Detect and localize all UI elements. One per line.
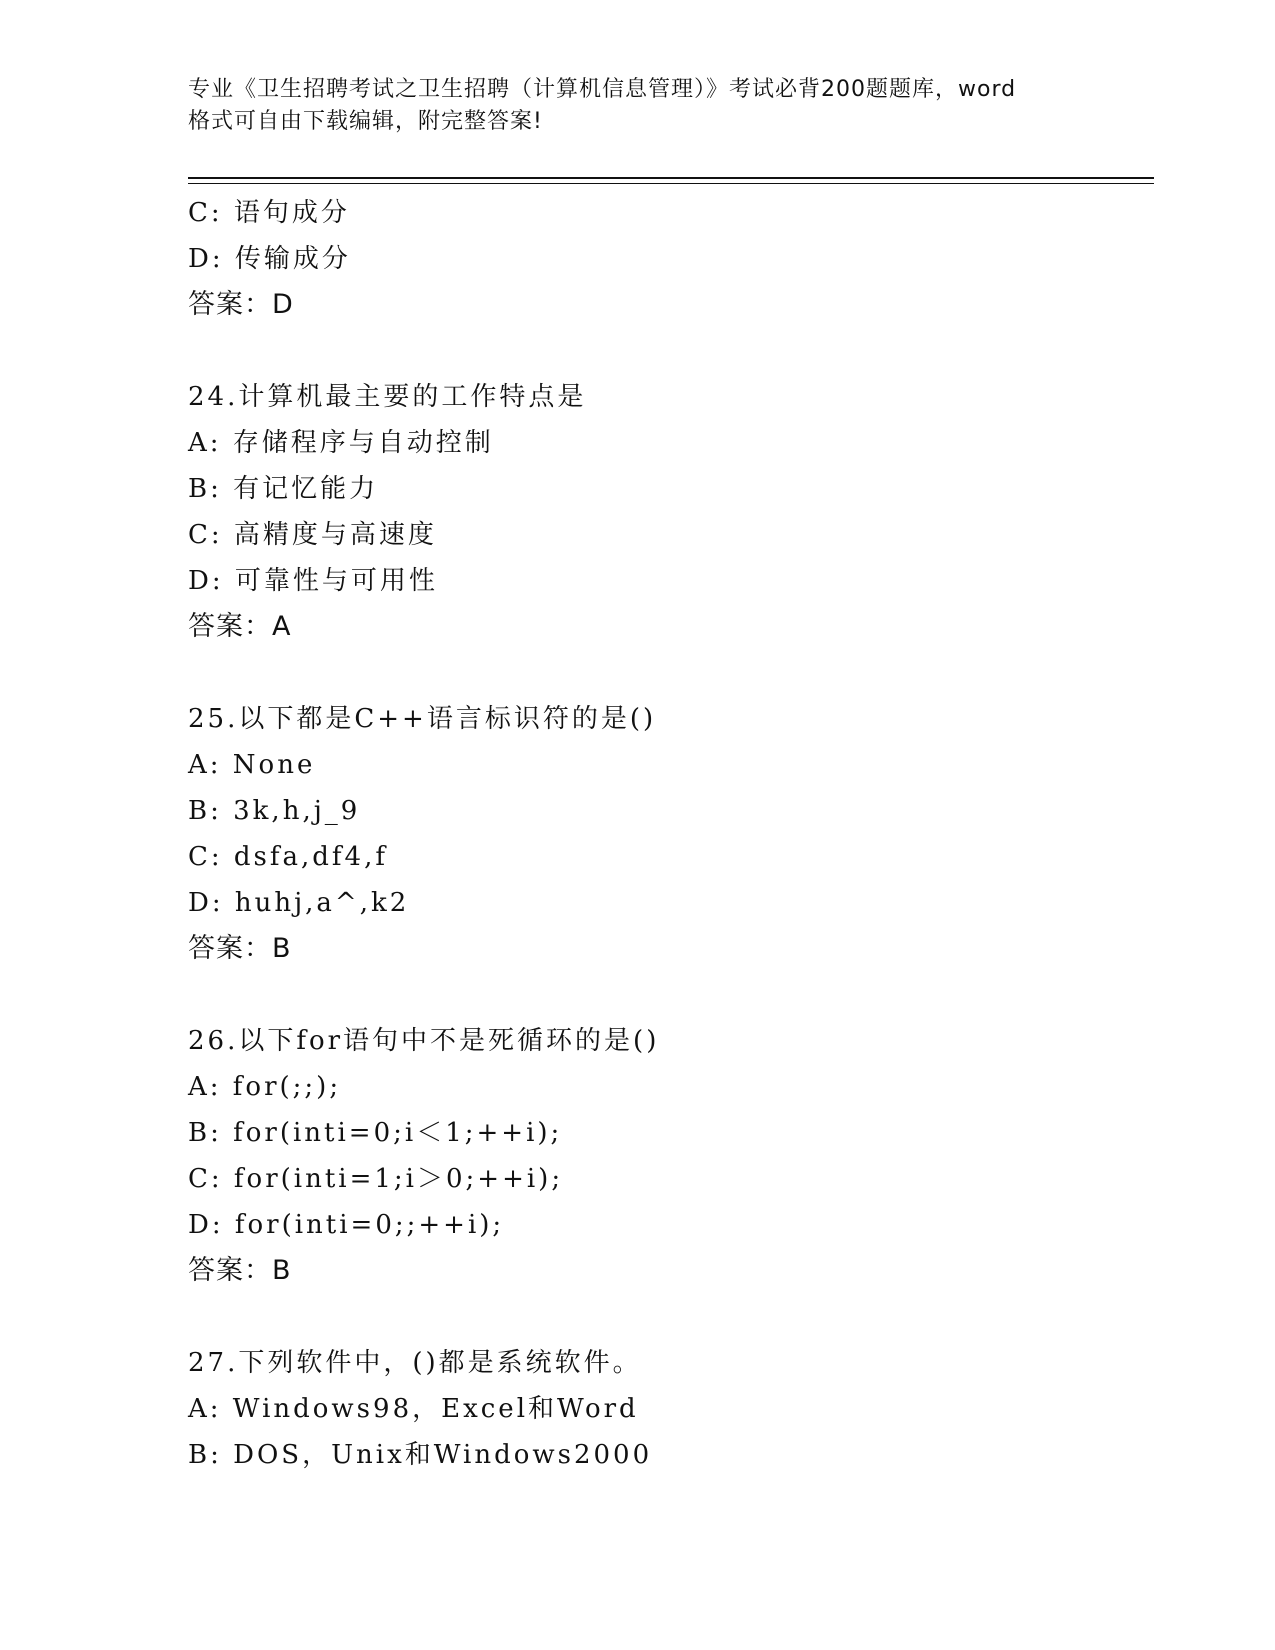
header-line-2: 格式可自由下载编辑，附完整答案! (188, 109, 543, 134)
answer-line: 答案：B (188, 933, 292, 964)
question-stem: 26.以下for语句中不是死循环的是() (188, 1026, 660, 1056)
header-divider-thin (188, 183, 1154, 184)
answer-line: 答案：B (188, 1255, 292, 1286)
option-b: B: DOS，Unix和Windows2000 (188, 1440, 653, 1470)
option-d: D: 传输成分 (188, 244, 351, 274)
question-block-23 (188, 190, 1148, 328)
document-header (188, 74, 1088, 138)
question-block-27 (188, 1340, 1148, 1478)
option-b: B: 3k,h,j_9 (188, 796, 361, 826)
option-a: A: Windows98，Excel和Word (188, 1394, 639, 1424)
answer-line: 答案：A (188, 611, 292, 642)
spacer (188, 650, 1148, 696)
header-line-1: 专业《卫生招聘考试之卫生招聘（计算机信息管理）》考试必背200题题库，word (188, 77, 1017, 102)
question-block-24 (188, 374, 1148, 650)
option-d: D: for(inti=0;;++i); (188, 1210, 505, 1240)
question-stem: 25.以下都是C++语言标识符的是() (188, 704, 657, 734)
question-stem: 24.计算机最主要的工作特点是 (188, 382, 587, 412)
option-b: B: for(inti=0;i＜1;++i); (188, 1118, 563, 1148)
option-d: D: 可靠性与可用性 (188, 566, 438, 596)
question-list (188, 190, 1148, 1478)
question-block-25 (188, 696, 1148, 972)
option-c: C: for(inti=1;i＞0;++i); (188, 1164, 564, 1194)
header-divider-thick (188, 177, 1154, 179)
question-block-26 (188, 1018, 1148, 1294)
spacer (188, 972, 1148, 1018)
option-c: C: 高精度与高速度 (188, 520, 437, 550)
answer-line: 答案：D (188, 289, 294, 320)
question-stem: 27.下列软件中，()都是系统软件。 (188, 1348, 642, 1378)
option-d: D: huhj,a^,k2 (188, 888, 410, 918)
spacer (188, 328, 1148, 374)
option-c: C: 语句成分 (188, 198, 350, 228)
spacer (188, 1294, 1148, 1340)
option-a: A: None (188, 750, 316, 780)
option-c: C: dsfa,df4,f (188, 842, 388, 872)
option-b: B: 有记忆能力 (188, 474, 379, 504)
option-a: A: 存储程序与自动控制 (188, 428, 494, 458)
option-a: A: for(;;); (188, 1072, 342, 1102)
